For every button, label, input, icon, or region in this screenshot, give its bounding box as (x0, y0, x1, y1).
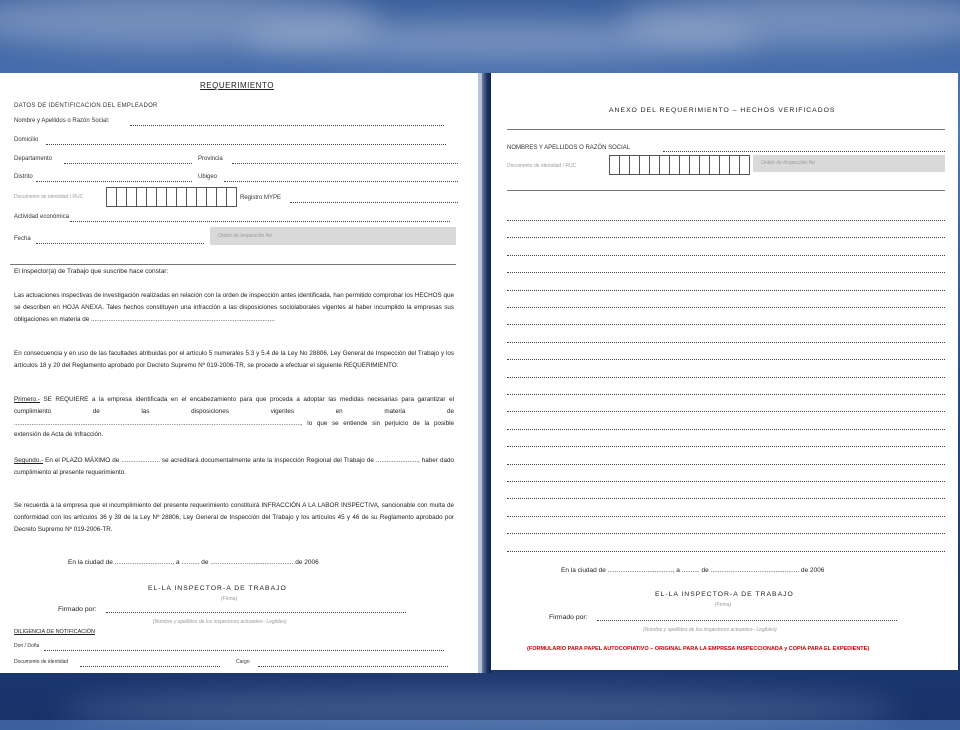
section-separator (10, 264, 456, 265)
hechos-line[interactable] (507, 481, 945, 482)
paragraph-consecuencia: En consecuencia y en uso de las facultades atribuidas por el artículo 5 numerales 5.3 y 5.4 de la Ley No 28806, Ley General de Inspección del Trabajo y los artículos 18 y 20 del Reglamento aprobado por Decreto Supremo Nº 019-2006-TR, se procede a efectuar el siguiente REQUERIMIENTO: (14, 350, 454, 369)
nombre-inspectores-label-right: (Nombre y apellidos de los inspectores actuantes– Legibles) (643, 627, 777, 633)
footer-note: (FORMULARIO PARA PAPEL AUTOCOPIATIVO – ORIGINAL PARA LA EMPRESA INSPECCIONADA y COPIA PARA EL EXPEDIENTE) (527, 646, 870, 652)
field-registro-label: Registro MYPE (240, 195, 282, 201)
page-title: REQUERIMIENTO (200, 81, 274, 90)
hechos-line[interactable] (507, 464, 945, 465)
hechos-line[interactable] (507, 255, 945, 256)
field-nombre-line[interactable] (130, 125, 444, 126)
requerimiento-page (0, 73, 478, 673)
orden-shaded-box-right (753, 155, 945, 172)
hechos-line[interactable] (507, 237, 945, 238)
hechos-line[interactable] (507, 359, 945, 360)
hechos-line[interactable] (507, 272, 945, 273)
hechos-line[interactable] (507, 290, 945, 291)
hechos-line[interactable] (507, 498, 945, 499)
field-domicilio-line[interactable] (46, 144, 446, 145)
hechos-line[interactable] (507, 551, 945, 552)
field-documento-label: Documento de identidad / RUC (14, 194, 84, 200)
segundo-text: En el PLAZO MÁXIMO de ...................... se acreditará documentalmente ante la Inspección Regional del Trabajo de ........................, haber dado cumplimiento al presente requerimiento. (14, 457, 454, 476)
field-actividad-label: Actividad económica (14, 214, 70, 220)
background-cloud (60, 690, 900, 730)
paragraph-advertencia: Se recuerda a la empresa que el incumplimiento del presente requerimiento constituirá INFRACCIÓN A LA LABOR INSPECTIVA, sancionable con multa de conformidad con los artículos 36 y 39 de la Ley Nº 28806, Ley General de Inspección del Trabajo y los artículos 45 y 46 de su Reglamento aprobado por Decreto Supremo Nº 019-2006-TR. (14, 502, 454, 533)
field-departamento-label: Departamento (14, 156, 53, 162)
paragraph-segundo (14, 455, 454, 479)
hechos-line[interactable] (507, 377, 945, 378)
field-provincia-label: Provincia (198, 156, 223, 162)
ruc-input-boxes-right[interactable] (609, 155, 750, 175)
nombres-label: NOMBRES Y APELLIDOS O RAZÓN SOCIAL (507, 145, 631, 151)
field-departamento-line[interactable] (64, 163, 192, 164)
hechos-line[interactable] (507, 516, 945, 517)
page-divider (478, 73, 491, 673)
field-registro-line[interactable] (290, 202, 458, 203)
hechos-line[interactable] (507, 220, 945, 221)
ruc-input-boxes[interactable] (106, 187, 237, 207)
hechos-line[interactable] (507, 342, 945, 343)
cargo-line[interactable] (258, 666, 448, 667)
anexo-title: ANEXO DEL REQUERIMIENTO – HECHOS VERIFICADOS (609, 107, 836, 114)
firma-label-right: (Firma) (715, 602, 732, 608)
inspector-heading-right: EL-LA INSPECTOR-A DE TRABAJO (655, 591, 794, 598)
field-ubigeo-line[interactable] (224, 181, 458, 182)
firmado-label-right: Firmado por: (549, 614, 588, 621)
mid-rule (507, 190, 945, 191)
intro-text: El Inspector(a) de Trabajo que suscribe hace constar: (14, 268, 169, 275)
primero-text: SE REQUIERE a la empresa identificada en el encabezamiento para que proceda a adoptar las medidas necesarias para garantizar el cumplimiento de las disposiciones vigentes en materia de ...................................................................................................................................................................., lo que se entiende sin perjuicio de la posible extensión de Acta de Infracción. (14, 396, 454, 439)
field-provincia-line[interactable] (232, 163, 458, 164)
field-fecha-label: Fecha (14, 236, 31, 242)
field-nombre-label: Nombre y Apellidos o Razón Social: (14, 118, 110, 124)
field-actividad-line[interactable] (70, 221, 450, 222)
doc-id-label: Documento de identidad (14, 659, 69, 665)
hechos-line[interactable] (507, 429, 945, 430)
field-domicilio-label: Domicilio (14, 137, 39, 143)
hechos-line[interactable] (507, 307, 945, 308)
orden-label: Orden de Inspección No (218, 233, 272, 239)
documento-label: Documento de identidad / RUC (507, 163, 577, 169)
paragraph-primero (14, 394, 454, 441)
inspector-heading: EL-LA INSPECTOR-A DE TRABAJO (148, 585, 287, 592)
anexo-page (491, 73, 958, 670)
field-distrito-line[interactable] (36, 181, 192, 182)
don-line[interactable] (44, 650, 444, 651)
hechos-line[interactable] (507, 324, 945, 325)
primero-heading: Primero.- (14, 396, 40, 403)
don-label: Don / Doña (14, 643, 40, 649)
cargo-label: Cargo (236, 659, 250, 665)
firma-label: (Firma) (221, 596, 238, 602)
hechos-line[interactable] (507, 394, 945, 395)
field-ubigeo-label: Ubigeo (198, 174, 218, 180)
firma-line-right[interactable] (597, 620, 897, 621)
orden-label-right: Orden de Inspección No (761, 160, 815, 166)
firmado-label: Firmado por: (58, 606, 97, 613)
top-rule (507, 129, 945, 130)
doc-id-line[interactable] (80, 666, 220, 667)
city-date-line-right: En la ciudad de ...................................., a .......... de ................................................. de 2006 (561, 567, 825, 574)
hechos-line[interactable] (507, 446, 945, 447)
segundo-heading: Segundo.- (14, 457, 44, 464)
orden-shaded-box (210, 227, 456, 245)
diligencia-heading: DILIGENCIA DE NOTIFICACIÓN (14, 629, 95, 635)
firma-line[interactable] (106, 612, 406, 613)
nombre-inspectores-label: (Nombre y apellidos de los inspectores actuantes– Legibles) (153, 619, 287, 625)
section-heading: DATOS DE IDENTIFICACION DEL EMPLEADOR (14, 103, 158, 109)
field-fecha-line[interactable] (36, 243, 204, 244)
city-date-line: En la ciudad de ................................, a .......... de .............................................. de 2006 (68, 559, 319, 566)
nombres-line[interactable] (663, 151, 945, 152)
field-distrito-label: Distrito (14, 174, 33, 180)
hechos-line[interactable] (507, 411, 945, 412)
paragraph-hechos: Las actuaciones inspectivas de investigación realizadas en relación con la orden de inspección antes identificada, han permitido comprobar los HECHOS que se describen en HOJA ANEXA. Tales hechos constituyen una infracción a las disposiciones sociolaborales vigentes al haber incumplido la empresas sus obligaciones en materia de ......................................................................................................... (14, 292, 454, 323)
hechos-line[interactable] (507, 533, 945, 534)
